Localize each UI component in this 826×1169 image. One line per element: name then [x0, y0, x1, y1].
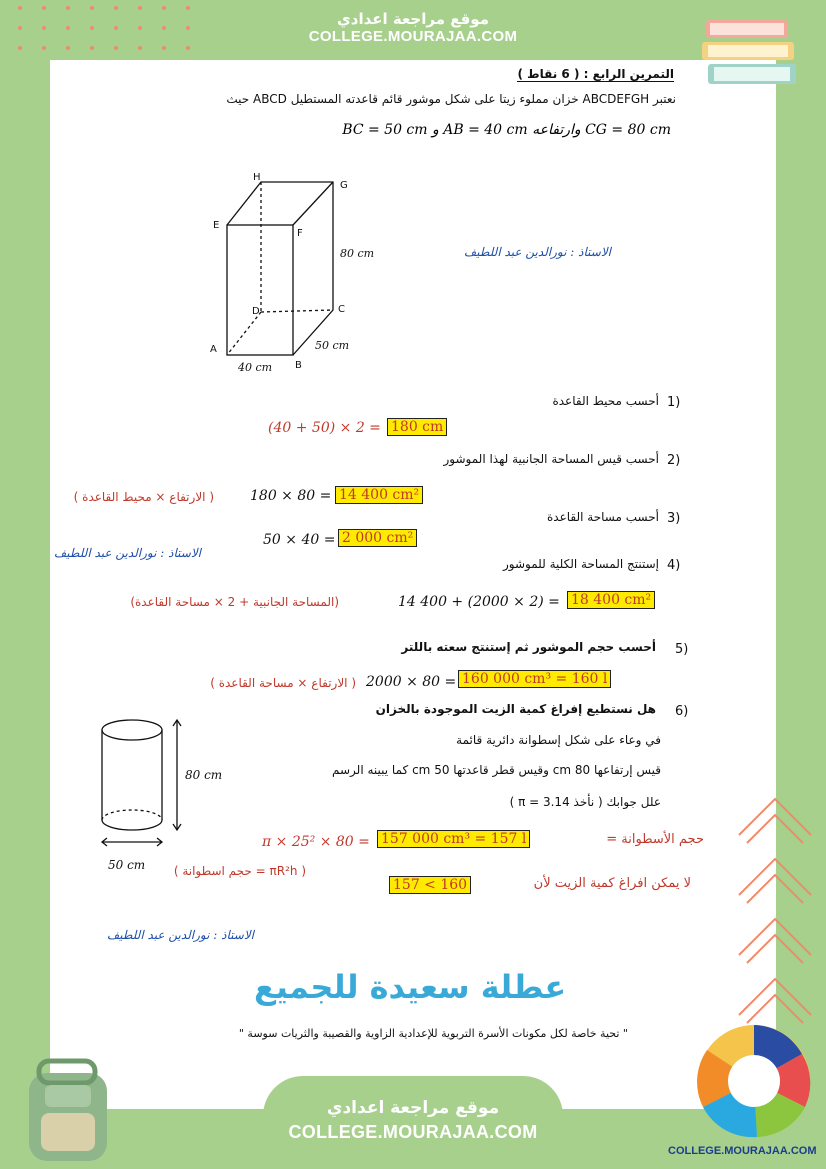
vertex-label-a: A — [210, 344, 217, 355]
exercise-title: التمرين الرابع : ( 6 نقاط ) — [517, 67, 674, 81]
question-5-answer: 160 000 cm³ = 160 l — [458, 670, 611, 688]
chevron-decoration-icon — [735, 795, 817, 1045]
cylinder-figure — [95, 710, 195, 850]
question-3-formula: 50 × 40 = — [263, 532, 336, 548]
prism-height-label: 80 cm — [340, 247, 375, 260]
logo-site-url: COLLEGE.MOURAJAA.COM — [668, 1145, 817, 1157]
question-6-text-3: قيس إرتفاعها 80 cm وقيس قطر قاعدتها 50 cm كما يبينه الرسم — [332, 763, 661, 777]
exercise-intro-line-2: CG = 80 cm وارتفاعه AB = 40 cm و BC = 50 cm — [342, 122, 671, 138]
vertex-label-b: B — [295, 360, 302, 371]
vertex-label-h: H — [253, 172, 261, 183]
question-1-text: أحسب محيط القاعدة — [552, 394, 659, 408]
question-4-answer: 18 400 cm² — [567, 591, 655, 609]
exercise-intro-line-1: نعتبر ABCDEFGH خزان مملوء زيتا على شكل موشور قائم قاعدته المستطيل ABCD حيث — [226, 92, 676, 106]
vertex-label-f: F — [297, 228, 303, 239]
question-6-text-2: في وعاء على شكل إسطوانة دائرية قائمة — [456, 733, 661, 747]
question-6-text: هل نستطيع إفراغ كمية الزيت الموجودة بالخزان — [375, 702, 656, 716]
question-6-text-4: علل جوابك ( نأخذ π = 3.14 ) — [509, 795, 661, 809]
conclusion: لا يمكن افراغ كمية الزيت لأن — [533, 876, 691, 891]
question-4-formula: 14 400 + (2000 × 2) = — [398, 594, 560, 610]
question-6-number: 6) — [675, 704, 689, 719]
question-3-number: 3) — [667, 511, 681, 526]
vertex-label-g: G — [340, 180, 348, 191]
question-5-text: أحسب حجم الموشور ثم إستنتج سعته باللتر — [401, 640, 656, 654]
footer-site-url[interactable]: COLLEGE.MOURAJAA.COM — [288, 1122, 538, 1142]
header-banner — [263, 0, 563, 58]
question-3-text: أحسب مساحة القاعدة — [547, 510, 659, 524]
comparison: 157 < 160 — [389, 876, 471, 894]
signature-3: الاستاذ : نورالدين عبد اللطيف — [106, 928, 254, 942]
question-5-note: ( الارتفاع × مساحة القاعدة ) — [210, 676, 356, 690]
question-1-answer: 180 cm — [387, 418, 447, 436]
prism-width-label: 50 cm — [315, 339, 350, 352]
question-2-note: ( الارتفاع × محيط القاعدة ) — [73, 490, 214, 504]
header-site-arabic: موقع مراجعة اعدادي — [337, 10, 489, 28]
prism-length-label: 40 cm — [238, 361, 273, 374]
decorative-dots — [0, 0, 210, 60]
question-1-number: 1) — [667, 395, 681, 410]
question-2-formula: 180 × 80 = — [250, 488, 332, 504]
question-3-answer: 2 000 cm² — [338, 529, 417, 547]
cylinder-label: حجم الأسطوانة = — [606, 832, 704, 847]
vertex-label-d: D — [252, 306, 260, 317]
footer-site-arabic: موقع مراجعة اعدادي — [326, 1098, 500, 1118]
closing-dedication: " تحية خاصة لكل مكونات الأسرة التربوية للإعدادية الزاوية والقصيبة والثريات سوسة " — [238, 1027, 628, 1040]
site-logo-icon — [695, 1022, 813, 1140]
footer-banner — [263, 1076, 563, 1169]
question-4-text: إستنتج المساحة الكلية للموشور — [502, 557, 659, 571]
document-page — [50, 60, 776, 1109]
question-4-number: 4) — [667, 558, 681, 573]
cylinder-height-label: 80 cm — [185, 768, 223, 782]
signature-2: الاستاذ : نورالدين عبد اللطيف — [53, 546, 201, 560]
question-2-number: 2) — [667, 453, 681, 468]
cylinder-formula: π × 25² × 80 = — [262, 834, 370, 850]
question-5-number: 5) — [675, 642, 689, 657]
cylinder-diameter-label: 50 cm — [108, 858, 146, 872]
question-4-note: (المساحة الجانبية + 2 × مساحة القاعدة) — [130, 595, 339, 609]
question-2-text: أحسب قيس المساحة الجانبية لهذا الموشور — [443, 452, 659, 466]
question-2-answer: 14 400 cm² — [335, 486, 423, 504]
question-5-formula: 2000 × 80 = — [366, 674, 457, 690]
cylinder-note: ( πR²h = حجم اسطوانة ) — [173, 864, 306, 878]
header-site-url[interactable]: COLLEGE.MOURAJAA.COM — [308, 28, 518, 45]
vertex-label-c: C — [338, 304, 345, 315]
cylinder-answer: 157 000 cm³ = 157 l — [377, 830, 530, 848]
backpack-icon — [15, 1055, 120, 1165]
question-1-formula: (40 + 50) × 2 = — [268, 420, 381, 436]
vertex-label-e: E — [213, 220, 220, 231]
signature-1: الاستاذ : نورالدين عبد اللطيف — [463, 245, 611, 259]
closing-title: عطلة سعيدة للجميع — [254, 968, 567, 1006]
books-icon — [700, 12, 804, 92]
